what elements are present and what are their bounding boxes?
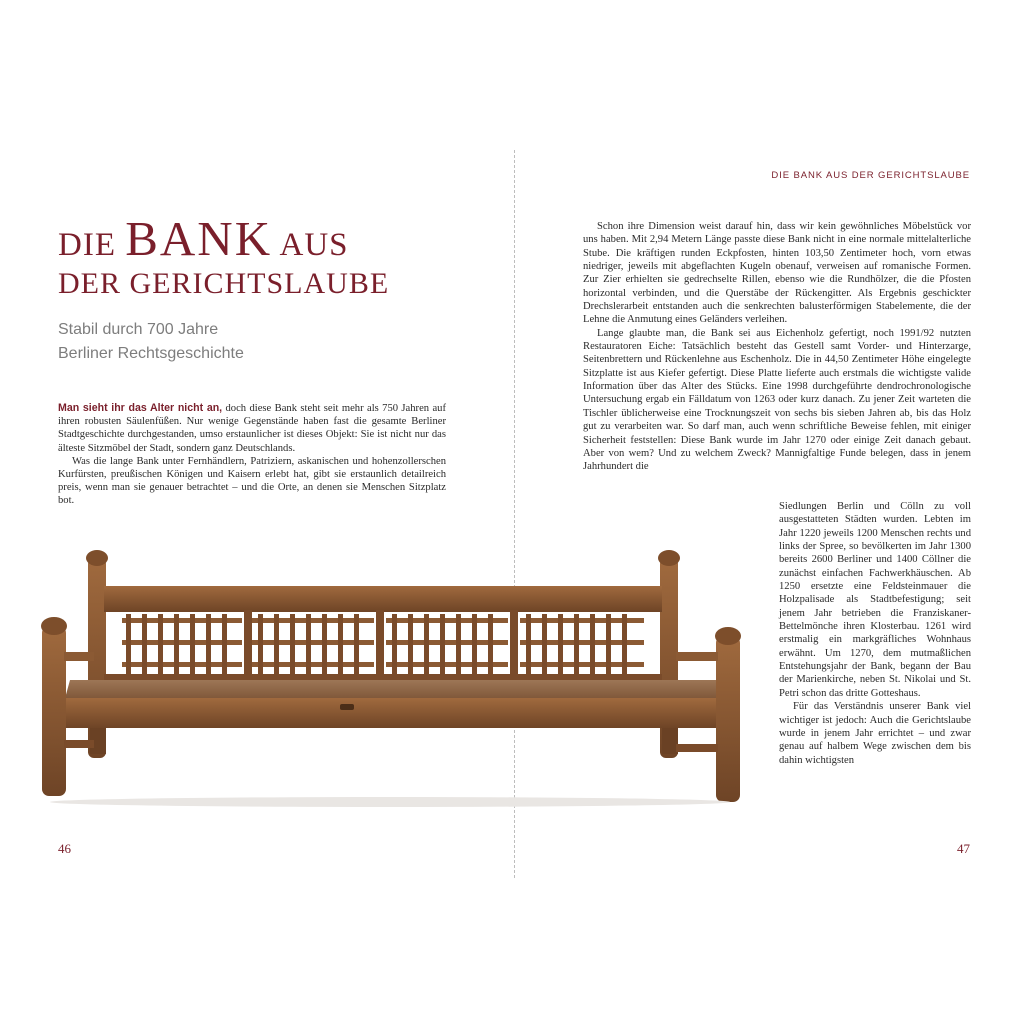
title-word-die: DIE [58,227,116,263]
title-word-aus: AUS [279,227,349,263]
intro-paragraph-2: Was die lange Bank unter Fernhändlern, Patriziern, askanischen und hohenzollerschen Kurfürsten, preußischen Königen und Kaisern erlebt hat, gibt sie erstaunlich detailreich preis, wenn man sie genauer betrachtet – und die Orte, an denen sie Menschen Sitzplatz bot. [58,455,446,507]
title-line-1 [58,211,488,266]
intro-paragraph-1 [58,402,446,455]
intro-text [58,402,446,508]
title-line-2: DER GERICHTSLAUBE [58,267,390,300]
right-paragraph-2-continued: Siedlungen Berlin und Cölln zu voll ausgestatteten Städten wurden. Lebten im Jahr 1220 jeweils 1200 Menschen rechts und links der Spree, so bevölkerten im Jahr 1300 bereits 2600 Berliner und 1400 Cöllner die zunächst einfachen Fachwerkhäuschen. Ab 1250 ersetzte eine Feldsteinmauer die Holzpalisade als Stadtbefestigung; seit jenem Jahr betrieben die Franziskaner-Bettelmönche ihren Klosterbau. 1261 wird erstmalig ein markgräfliches Wohnhaus erwähnt. Um 1270, dem mutmaßlichen Entstehungsjahr der Bank, begann der Bau der Marienkirche, neben St. Nikolai und St. Petri schon das dritte Gotteshaus. [779,501,971,699]
right-paragraph-3: Für das Verständnis unserer Bank viel wichtiger ist jedoch: Auch die Gerichtslaube wurde in jenem Jahr errichtet – und zwar genau auf halbem Wege zwischen dem bis dahin wichtigsten [779,701,971,766]
right-paragraph-2: Lange glaubte man, die Bank sei aus Eichenholz gefertigt, noch 1991/92 nutzten Restauratoren Eiche: Tatsächlich besteht das Gestell samt Vorder- und Hinterzarge, Seitenbrettern und Rückenlehne aus Eschenholz. Die in 44,50 Zentimeter Höhe eingelegte Sitzplatte ist aus Kiefer gefertigt. Diese Platte lieferte auch erstmals die wichtigste valide Information über das Alter des Stücks. Eine 1998 durchgeführte dendrochronologische Untersuchung ergab ein Fälldatum von 1263 oder kurz danach. Zu jener Zeit warteten die Tischler üblicherweise eine Trocknungszeit von sechs bis sieben Jahren ab, bis das Holz gut zu verarbeiten war. So darf man, auch wenn schriftliche Beweise fehlen, mit einiger Sicherheit feststellen: Diese Bank wurde im Jahr 1270 oder einige Zeit danach gebaut. Aber von wem? Und zu welchem Zweck? Mannigfaltige Funde belegen, dass in jenem Jahrhundert die [583,327,971,473]
page-number-left: 46 [58,841,71,856]
page-number-right: 47 [957,841,970,856]
subtitle-line-2: Berliner Rechtsgeschichte [58,345,244,362]
title-word-bank: BANK [125,211,273,266]
intro-p1-body: doch diese Bank steht seit mehr als 750 Jahren auf ihren robusten Säulenfüßen. Nur wenige Gegenstände haben fast die gesamte Berliner Stadtgeschichte durchgestanden, umso erstaunlicher ist dieses Objekt: Sie ist nicht nur das älteste Sitzmöbel der Stadt, sondern ganz Deutschlands. [58,403,446,454]
intro-lead: Man sieht ihr das Alter nicht an, [58,402,223,414]
right-paragraph-1: Schon ihre Dimension weist darauf hin, dass wir kein gewöhnliches Möbelstück vor uns haben. Mit 2,94 Metern Länge passte diese Bank nicht in eine normale mittelalterliche Stube. Die kräftigen runden Eckpfosten, hinten 103,50 Zentimeter hoch, vorn etwas niedriger, jeweils mit abgeflachten Kugeln obenauf, verweisen auf romanische Formen. Zur Zier erhielten sie gedrechselte Rillen, ebenso wie die Rundhölzer, die die Pfosten horizontal verbinden, und die Querstäbe der Rückengitter. Als Ergebnis geschickter Drechslerarbeit entstanden auch die senkrechten balusterförmigen Stabelemente, die der Lehne die Anmutung eines Geländers verleihen. [583,221,971,326]
right-column-narrow [779,500,971,767]
subtitle-line-1: Stabil durch 700 Jahre [58,321,219,338]
bench-photo [30,540,760,810]
right-column-full [583,220,971,474]
running-header: DIE BANK AUS DER GERICHTSLAUBE [771,170,970,181]
chapter-title [58,211,488,300]
chapter-subtitle [58,318,458,366]
